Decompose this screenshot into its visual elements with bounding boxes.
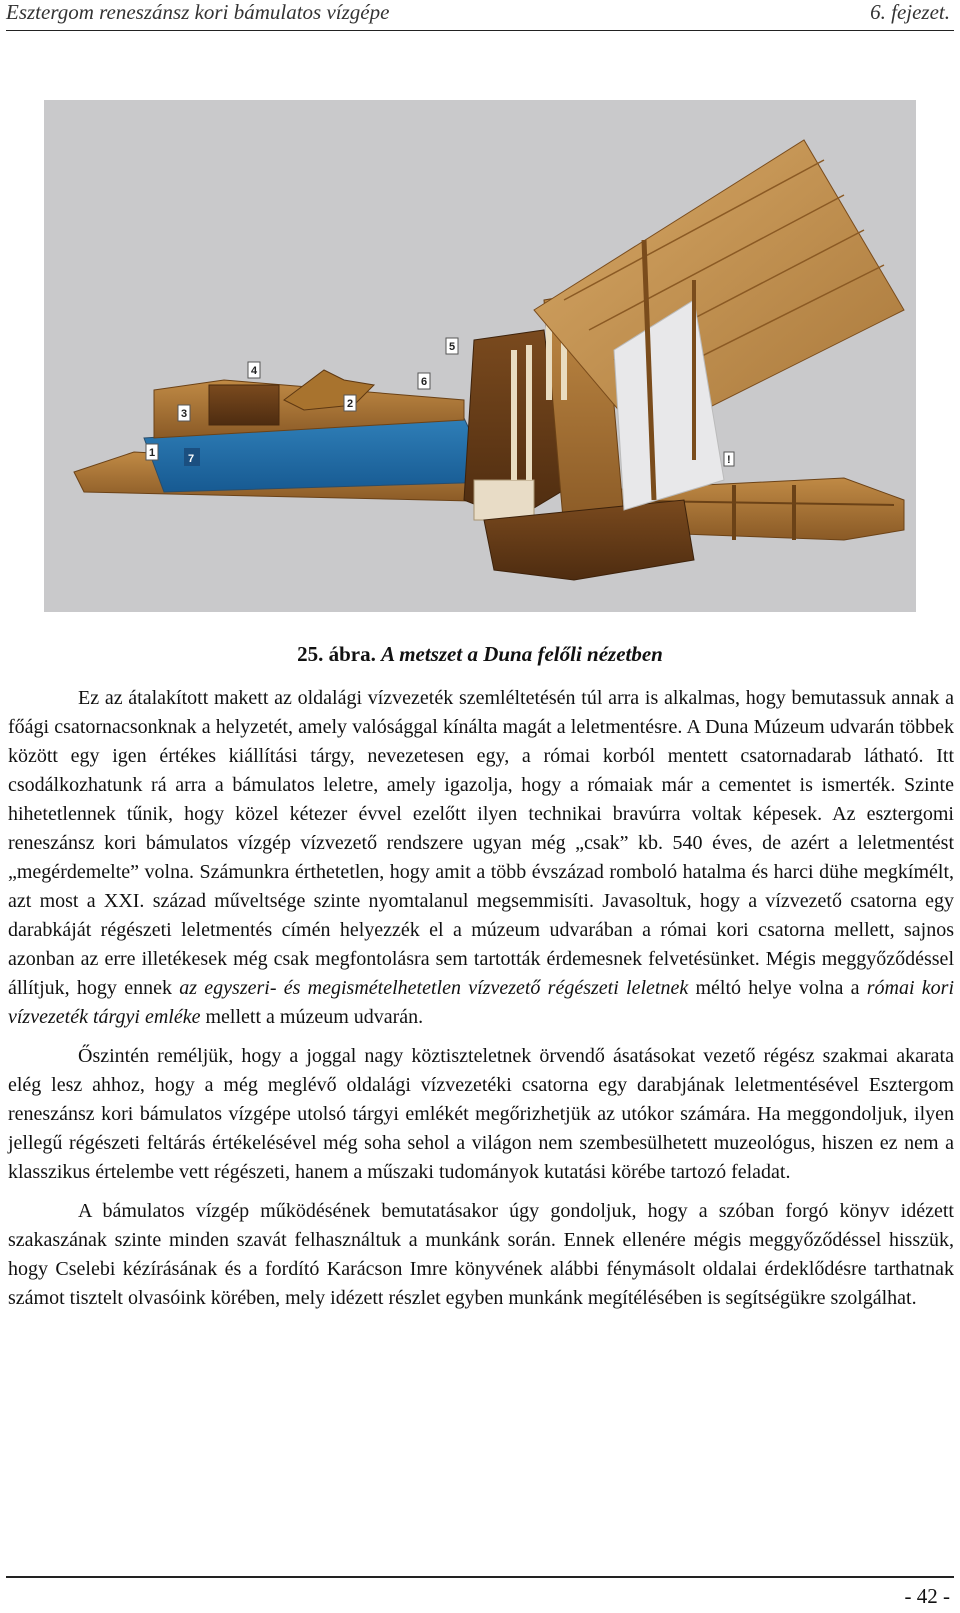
- text-segment: méltó helye volna a: [688, 977, 867, 999]
- figure-caption: [0, 642, 960, 667]
- caption-number: 25. ábra.: [297, 642, 376, 666]
- italic-text: római kori vízvezeték tárgyi emléke: [8, 977, 955, 1028]
- figure-label-exclamation: !: [727, 454, 731, 466]
- text-segment: A bámulatos vízgép működésének bemutatásakor úgy gondoljuk, hogy a szóban forgó könyv idézett szakaszának szinte minden szavát felhasználtuk a munkánk során. Ennek ellenére mégis meggyőződéssel hisszük, hogy Cselebi kézírásának és a fordító Karácson Imre könyvének alábbi fénymásolt oldalai érdeklődésre tarthatnak számot tisztelt olvasóink körében, mely idézett részlet egyben munkánk megítélésében is segítségükre szolgálhat.: [8, 1200, 954, 1309]
- figure-model-photo: [44, 100, 916, 612]
- paragraph: [8, 684, 954, 1032]
- figure-label-2: 2: [347, 398, 354, 410]
- text-segment: Őszintén reméljük, hogy a joggal nagy köztiszteletnek örvendő ásatásokat vezető régész szakmai akarata elég lesz ahhoz, hogy a még meglévő oldalági vízvezetéki csatorna egy darabjának leletmentésével Esztergom reneszánsz kori bámulatos vízgépe utolsó tárgyi emlékét megőrizhetjük az utókor számára. Ha meggondoljuk, ilyen jellegű régészeti feltárás értékelésével még soha sehol a világon nem szembesülhetett muzeológus, hiszen ez nem a klasszikus értelembe vett régészeti, hanem a műszaki tudományok kutatási körébe tartozó feladat.: [8, 1045, 954, 1183]
- figure-label-3: 3: [181, 408, 188, 420]
- figure-label-4: 4: [251, 365, 258, 377]
- page-footer: [6, 1576, 954, 1612]
- page-number: - 42 -: [904, 1584, 950, 1608]
- caption-text: A metszet a Duna felőli nézetben: [381, 642, 663, 666]
- italic-text: az egyszeri- és megismételhetetlen vízvezető régészeti leletnek: [179, 977, 689, 999]
- figure-label-6: 6: [421, 376, 428, 388]
- chapter-label: 6. fejezet.: [870, 0, 950, 24]
- wooden-model-illustration: [44, 100, 916, 612]
- paragraph: [8, 1042, 954, 1187]
- paragraph: [8, 1197, 954, 1313]
- running-header: [6, 0, 954, 31]
- figure-label-1: 1: [149, 447, 156, 459]
- body-text: [8, 684, 954, 1323]
- figure-label-7: 7: [188, 453, 195, 465]
- figure-label-5: 5: [449, 341, 456, 353]
- text-segment: mellett a múzeum udvarán.: [200, 1006, 424, 1028]
- book-title: Esztergom reneszánsz kori bámulatos vízgépe: [6, 0, 390, 24]
- text-segment: Ez az átalakított makett az oldalági vízvezeték szemléltetésén túl arra is alkalmas, hogy bemutassuk annak a főági csatornacsonknak a helyzetét, amely valósággal kínálta magát a leletmentésre. A Duna Múzeum udvarán többek között egy igen értékes kiállítási tárgy, nevezetesen egy, a római korból mentett csatornadarab látható. Itt csodálkozhatunk rá arra a bámulatos leletre, amely igazolja, hogy a rómaiak már a cementet is ismerték. Szinte hihetetlennek tűnik, hogy közel kétezer évvel ezelőtt ilyen technikai bravúrra voltak képesek. Az esztergomi reneszánsz kori bámulatos vízgép vízvezető rendszere ugyan még „csak” kb. 540 éves, de azért a leletmentést „megérdemelte” volna. Számunkra érthetetlen, hogy amit a több évszázad romboló hatalma és harci dühe megkímélt, azt most a XXI. század műveltsége szinte nyomtalanul megsemmisíti. Javasoltuk, hogy a vízvezető csatorna egy darabkáját régészeti leletmentés címén helyezzék el a múzeum udvarában a római kori csatorna mellett, sajnos azonban az erre illetékesek még csak megfontolásra sem tartották érdemesnek felvetésünket. Mégis meggyőződéssel állítjuk, hogy ennek: [8, 687, 954, 999]
